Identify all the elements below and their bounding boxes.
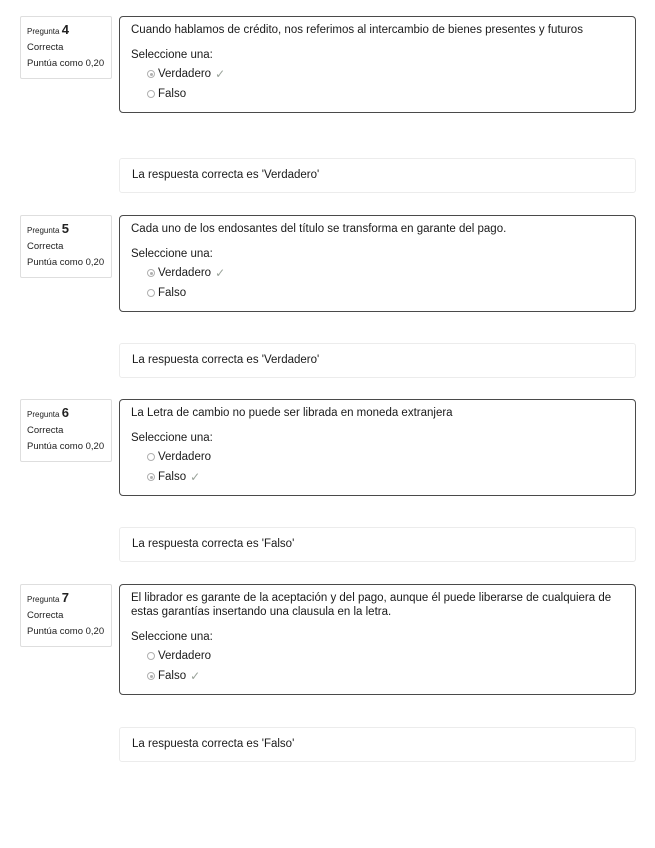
- option-label: Falso: [158, 287, 187, 299]
- answer-prompt: Seleccione una:: [131, 631, 213, 643]
- option-label: Verdadero: [158, 68, 212, 80]
- question-info: [20, 399, 112, 462]
- question-state: Correcta: [27, 610, 64, 621]
- answer-option-true[interactable]: [131, 64, 624, 84]
- question-number-line: [27, 22, 111, 40]
- question-text: El librador es garante de la aceptación y del pago, aunque él puede liberarse de cualquiera de estas garantías insertando una clausula en la letra.: [131, 592, 612, 618]
- question-grade: Puntúa como 0,20: [27, 58, 105, 69]
- option-label: Falso: [158, 88, 187, 100]
- right-answer-feedback: La respuesta correcta es 'Falso': [119, 727, 636, 762]
- answer-option-true[interactable]: [131, 447, 624, 467]
- question-text: La Letra de cambio no puede ser librada en moneda extranjera: [131, 407, 453, 419]
- answer-option-true[interactable]: [131, 646, 624, 666]
- question-grade: Puntúa como 0,20: [27, 257, 105, 268]
- question-state: Correcta: [27, 42, 64, 53]
- answer-option-false[interactable]: [131, 283, 624, 303]
- question-label: Pregunta: [27, 27, 60, 36]
- question-info: [20, 584, 112, 647]
- radio-selected-icon[interactable]: [147, 269, 155, 277]
- answer-option-false[interactable]: [131, 467, 624, 487]
- checkmark-icon: ✓: [190, 669, 201, 683]
- question-label: Pregunta: [27, 595, 60, 604]
- question-formulation: [119, 584, 636, 695]
- question-grade: Puntúa como 0,20: [27, 626, 105, 637]
- question-number-line: [27, 590, 111, 608]
- question-state: Correcta: [27, 425, 64, 436]
- checkmark-icon: ✓: [215, 67, 226, 81]
- right-answer-feedback: La respuesta correcta es 'Falso': [119, 527, 636, 562]
- question-number: 4: [61, 22, 69, 37]
- question-formulation: [119, 399, 636, 496]
- question-grade: Puntúa como 0,20: [27, 441, 105, 452]
- checkmark-icon: ✓: [215, 266, 226, 280]
- answer-prompt: Seleccione una:: [131, 49, 213, 61]
- radio-selected-icon[interactable]: [147, 70, 155, 78]
- question-text: Cada uno de los endosantes del título se transforma en garante del pago.: [131, 223, 507, 235]
- answer-option-false[interactable]: [131, 666, 624, 686]
- question-formulation: [119, 16, 636, 113]
- option-label: Verdadero: [158, 451, 212, 463]
- option-label: Falso: [158, 670, 187, 682]
- radio-selected-icon[interactable]: [147, 473, 155, 481]
- question-number-line: [27, 405, 111, 423]
- option-label: Verdadero: [158, 267, 212, 279]
- radio-unselected-icon[interactable]: [147, 289, 155, 297]
- checkmark-icon: ✓: [190, 470, 201, 484]
- question-info: [20, 16, 112, 79]
- option-label: Falso: [158, 471, 187, 483]
- question-number-line: [27, 221, 111, 239]
- answer-prompt: Seleccione una:: [131, 248, 213, 260]
- question-label: Pregunta: [27, 410, 60, 419]
- right-answer-feedback: La respuesta correcta es 'Verdadero': [119, 343, 636, 378]
- answer-option-true[interactable]: [131, 263, 624, 283]
- question-number: 5: [61, 221, 69, 236]
- question-label: Pregunta: [27, 226, 60, 235]
- question-state: Correcta: [27, 241, 64, 252]
- right-answer-feedback: La respuesta correcta es 'Verdadero': [119, 158, 636, 193]
- question-number: 6: [61, 405, 69, 420]
- radio-unselected-icon[interactable]: [147, 453, 155, 461]
- option-label: Verdadero: [158, 650, 212, 662]
- answer-option-false[interactable]: [131, 84, 624, 104]
- radio-selected-icon[interactable]: [147, 672, 155, 680]
- question-formulation: [119, 215, 636, 312]
- radio-unselected-icon[interactable]: [147, 90, 155, 98]
- answer-prompt: Seleccione una:: [131, 432, 213, 444]
- question-info: [20, 215, 112, 278]
- question-number: 7: [61, 590, 69, 605]
- radio-unselected-icon[interactable]: [147, 652, 155, 660]
- question-text: Cuando hablamos de crédito, nos referimos al intercambio de bienes presentes y futuros: [131, 24, 583, 36]
